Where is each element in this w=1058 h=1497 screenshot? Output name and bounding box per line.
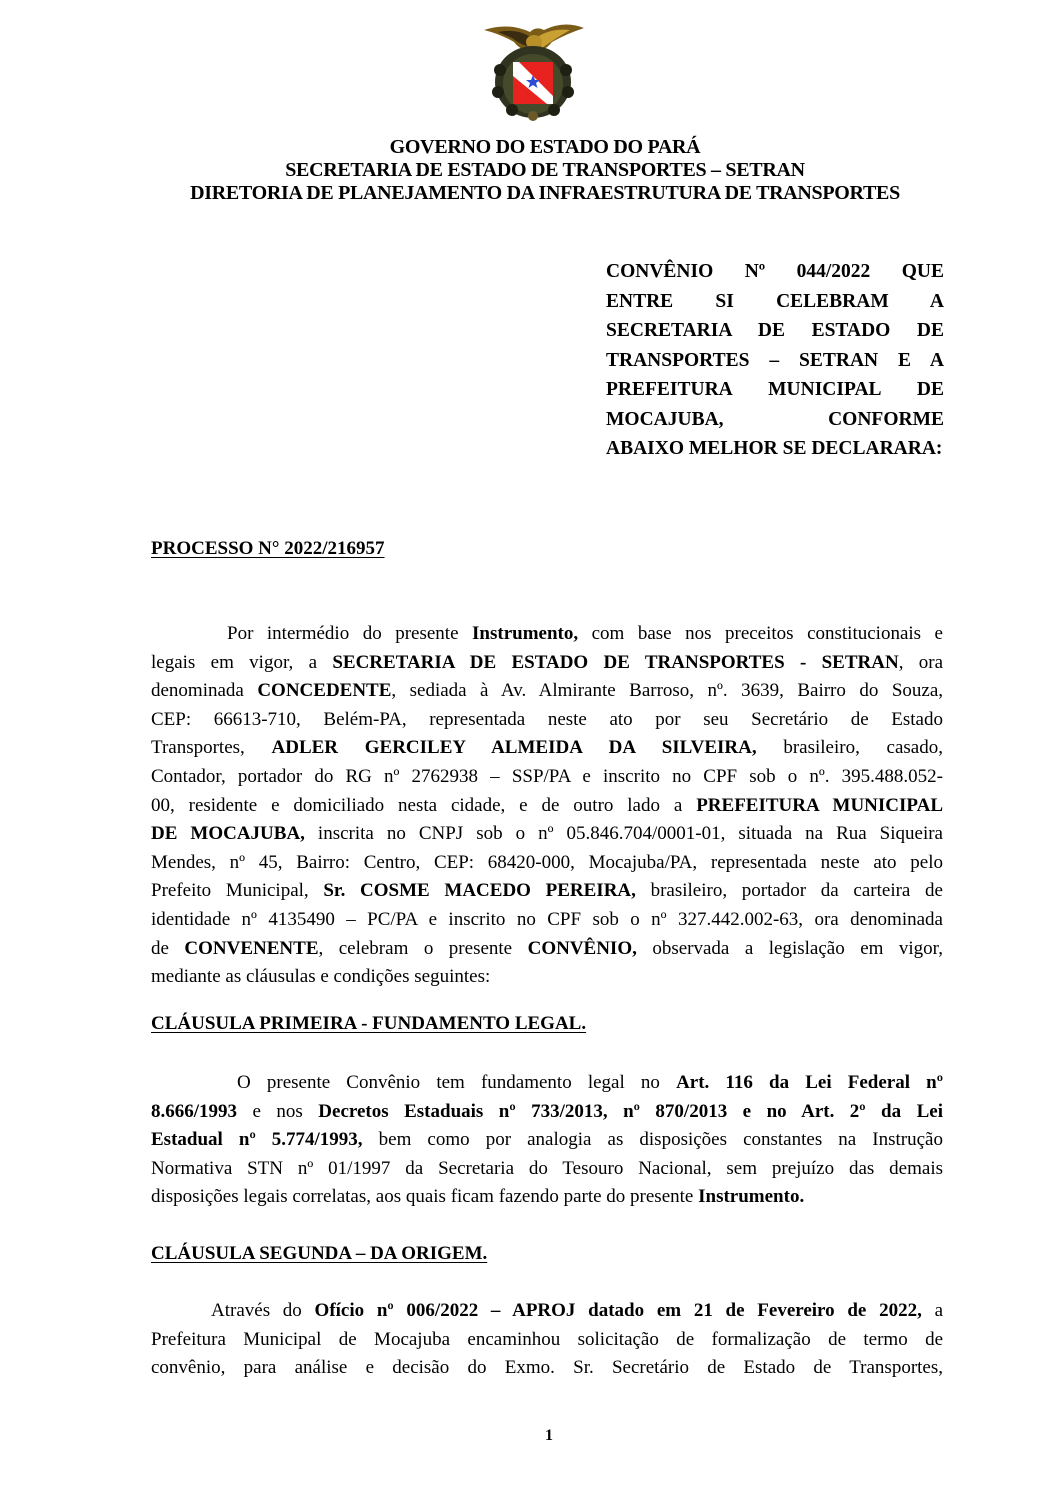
text-line: disposições legais correlatas, aos quais ficam fazendo parte do presente Instrumento. xyxy=(151,1186,805,1208)
summary-line: ABAIXO MELHOR SE DECLARARA: xyxy=(606,438,943,459)
clause-2-paragraph xyxy=(151,1297,943,1383)
text-line: identidade nº 4135490 – PC/PA e inscrito no CPF sob o nº 327.442.002-63, ora denominada xyxy=(151,908,943,930)
text-line: Contador, portador do RG nº 2762938 – SSP/PA e inscrito no CPF sob o nº. 395.488.052- xyxy=(151,765,943,787)
summary-line: MOCAJUBA, CONFORME xyxy=(606,408,944,430)
summary-line: PREFEITURA MUNICIPAL DE xyxy=(606,379,944,400)
clause-2-title: CLÁUSULA SEGUNDA – DA ORIGEM. xyxy=(151,1243,488,1264)
process-number: PROCESSO N° 2022/216957 xyxy=(151,538,385,559)
text-line: convênio, para análise e decisão do Exmo. Sr. Secretário de Estado de Transportes, xyxy=(151,1357,943,1379)
text-line: Por intermédio do presente Instrumento, com base nos preceitos constitucionais e xyxy=(227,623,943,644)
text-line: O presente Convênio tem fundamento legal no Art. 116 da Lei Federal nº xyxy=(237,1072,943,1093)
text-line: Prefeito Municipal, Sr. COSME MACEDO PEREIRA, brasileiro, portador da carteira de xyxy=(151,880,943,902)
text-line: Prefeitura Municipal de Mocajuba encaminhou solicitação de formalização de termo de xyxy=(151,1328,943,1350)
document-header xyxy=(0,136,1058,205)
agreement-summary xyxy=(606,257,944,464)
text-line: Estadual nº 5.774/1993, bem como por analogia as disposições constantes na Instrução xyxy=(151,1129,943,1151)
text-line: Através do Ofício nº 006/2022 – APROJ datado em 21 de Fevereiro de 2022, a xyxy=(211,1300,944,1321)
text-line: Transportes, ADLER GERCILEY ALMEIDA DA SILVEIRA, brasileiro, casado, xyxy=(151,737,943,759)
text-line: denominada CONCEDENTE, sediada à Av. Almirante Barroso, nº. 3639, Bairro do Souza, xyxy=(151,680,943,702)
text-line: legais em vigor, a SECRETARIA DE ESTADO DE TRANSPORTES - SETRAN, ora xyxy=(151,651,944,673)
text-line: CEP: 66613-710, Belém-PA, representada neste ato por seu Secretário de Estado xyxy=(151,708,943,730)
text-line: 8.666/1993 e nos Decretos Estaduais nº 733/2013, nº 870/2013 e no Art. 2º da Lei xyxy=(151,1100,943,1122)
summary-line: CONVÊNIO Nº 044/2022 QUE xyxy=(606,261,944,282)
text-line: de CONVENENTE, celebram o presente CONVÊNIO, observada a legislação em vigor, xyxy=(151,937,943,959)
summary-line: TRANSPORTES – SETRAN E A xyxy=(606,349,944,371)
preamble-paragraph xyxy=(151,620,943,992)
text-line: DE MOCAJUBA, inscrita no CNPJ sob o nº 05.846.704/0001-01, situada na Rua Siqueira xyxy=(151,823,943,845)
state-coat-of-arms-icon xyxy=(478,12,588,124)
text-line: Normativa STN nº 01/1997 da Secretaria do Tesouro Nacional, sem prejuízo das demais xyxy=(151,1157,943,1179)
text-line: mediante as cláusulas e condições seguintes: xyxy=(151,966,491,988)
clause-1-paragraph xyxy=(151,1069,943,1212)
summary-line: SECRETARIA DE ESTADO DE xyxy=(606,320,944,341)
header-government: GOVERNO DO ESTADO DO PARÁ xyxy=(389,136,701,158)
header-directorate: DIRETORIA DE PLANEJAMENTO DA INFRAESTRUTURA DE TRANSPORTES xyxy=(190,182,900,204)
text-line: Mendes, nº 45, Bairro: Centro, CEP: 68420-000, Mocajuba/PA, representada neste ato pelo xyxy=(151,851,943,873)
clause-1-title: CLÁUSULA PRIMEIRA - FUNDAMENTO LEGAL. xyxy=(151,1013,587,1034)
page-number: 1 xyxy=(545,1427,553,1444)
header-secretariat: SECRETARIA DE ESTADO DE TRANSPORTES – SETRAN xyxy=(285,159,805,181)
text-line: 00, residente e domiciliado nesta cidade, e de outro lado a PREFEITURA MUNICIPAL xyxy=(151,794,944,816)
summary-line: ENTRE SI CELEBRAM A xyxy=(606,290,944,312)
